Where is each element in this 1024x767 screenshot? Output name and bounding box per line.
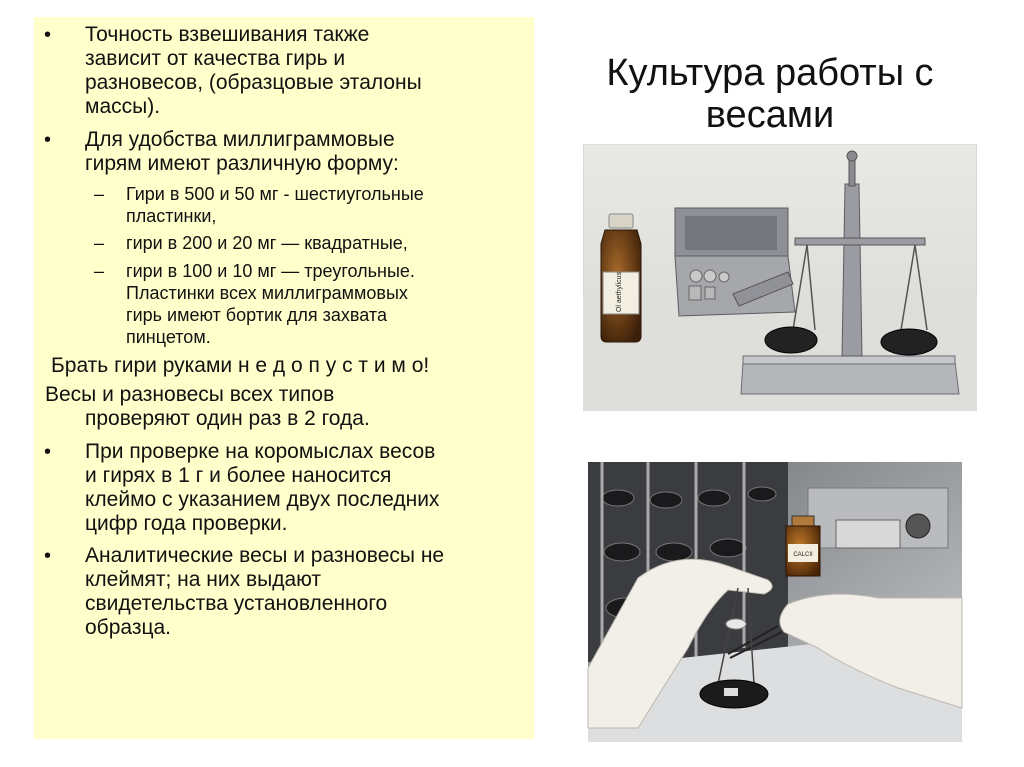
plain-line-2: проверяют один раз в 2 года. xyxy=(85,407,370,430)
bottle-label: Ol aethylicus xyxy=(616,271,623,313)
bullet: • xyxy=(44,24,52,46)
subitem-2-line-1: гири в 200 и 20 мг — квадратные, xyxy=(126,233,408,253)
dash: – xyxy=(94,184,105,204)
subitem-3-line-2: Пластинки всех миллиграммовых xyxy=(126,283,408,303)
item-1-line-4: массы). xyxy=(85,95,161,118)
item-1-line-3: разновесов, (образцовые эталоны xyxy=(85,71,422,94)
item-4-line-4: образца. xyxy=(85,616,171,639)
item-3-line-1: При проверке на коромыслах весов xyxy=(85,440,436,463)
item-3-line-4: цифр года проверки. xyxy=(85,512,288,535)
bullet: • xyxy=(44,441,52,463)
title-line-1: Культура работы с xyxy=(606,52,934,94)
balance-scale-illustration xyxy=(583,144,977,411)
item-1-line-1: Точность взвешивания также xyxy=(85,23,370,46)
item-2-line-2: гирям имеют различную форму: xyxy=(85,152,399,175)
item-3-line-2: и гирях в 1 г и более наносится xyxy=(85,464,392,487)
subitem-1-line-2: пластинки, xyxy=(126,206,217,226)
item-4-line-1: Аналитические весы и разновесы не xyxy=(85,544,445,567)
bottle-label: CALCII xyxy=(793,552,813,558)
bullet: • xyxy=(44,129,52,151)
item-4-line-2: клеймят; на них выдают xyxy=(85,568,322,591)
item-4-line-3: свидетельства установленного xyxy=(85,592,388,615)
weighing-hands-illustration xyxy=(578,448,972,752)
weighing-hands-photo xyxy=(578,448,972,752)
balance-scale-photo xyxy=(583,144,977,411)
plain-line-1: Весы и разновесы всех типов xyxy=(45,383,335,406)
bullet: • xyxy=(44,545,52,567)
subitem-3-line-1: гири в 100 и 10 мг — треугольные. xyxy=(126,261,415,281)
title-line-2: весами xyxy=(705,94,835,136)
warning-text: Брать гири руками н е д о п у с т и м о! xyxy=(51,354,430,377)
item-2-line-1: Для удобства миллиграммовые xyxy=(85,128,395,151)
subitem-1-line-1: Гири в 500 и 50 мг - шестиугольные xyxy=(126,184,424,204)
dash: – xyxy=(94,261,105,281)
item-3-line-3: клеймо с указанием двух последних xyxy=(85,488,440,511)
subitem-3-line-3: гирь имеют бортик для захвата xyxy=(126,305,387,325)
item-1-line-2: зависит от качества гирь и xyxy=(85,47,346,70)
text-panel xyxy=(34,17,534,739)
slide-title xyxy=(560,52,980,136)
dash: – xyxy=(94,233,105,253)
subitem-3-line-4: пинцетом. xyxy=(126,327,211,347)
